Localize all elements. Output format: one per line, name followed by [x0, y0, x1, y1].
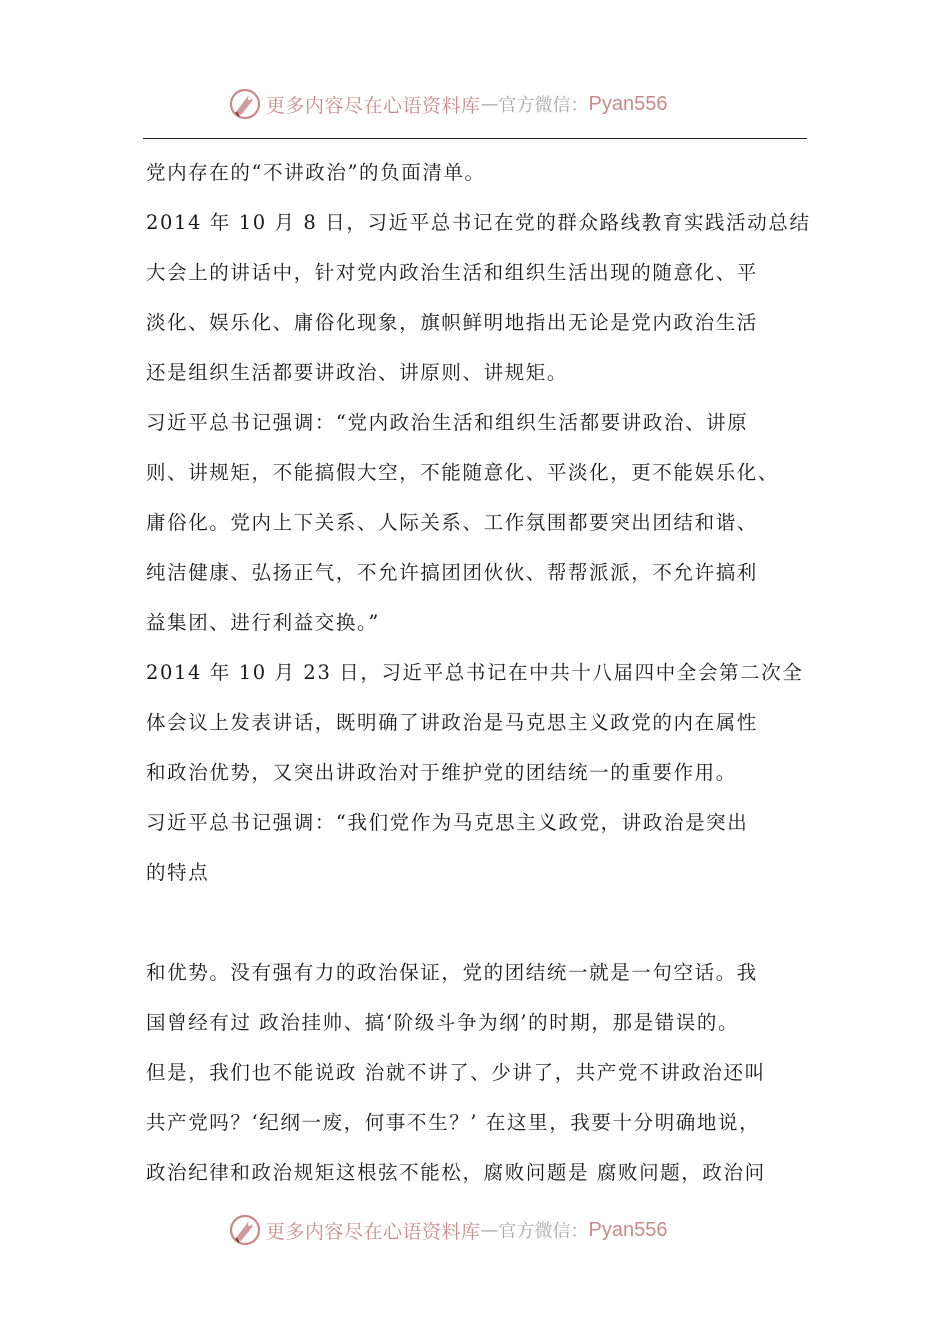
text-line: 的特点: [146, 861, 210, 884]
text-line: 益集团、进行利益交换。”: [146, 611, 380, 634]
footer-banner: [228, 1212, 667, 1248]
banner-text: 更多内容尽在心语资料库: [266, 1220, 481, 1243]
text-line: 习近平总书记强调：“党内政治生活和组织生活都要讲政治、讲原: [146, 411, 749, 434]
text-line: 2014 年 10 月 23 日，习近平总书记在中共十八届四中全会第二次全: [146, 661, 804, 684]
text-line: 党内存在的“不讲政治”的负面清单。: [146, 161, 486, 184]
banner-wechat-label: 官方微信：: [498, 95, 589, 116]
text-line: 共产党吗？‘纪纲一废，何事不生？’ 在这里，我要十分明确地说，: [146, 1111, 761, 1134]
text-line: 2014 年 10 月 8 日，习近平总书记在党的群众路线教育实践活动总结: [146, 211, 811, 234]
header-banner: [228, 86, 667, 122]
header-rule: [143, 138, 807, 139]
banner-separator: —: [480, 93, 499, 115]
text-line: 庸俗化。党内上下关系、人际关系、工作氛围都要突出团结和谐、: [146, 511, 758, 534]
text-line: 和优势。没有强有力的政治保证，党的团结统一就是一句空话。我: [146, 961, 758, 984]
text-line: 大会上的讲话中，针对党内政治生活和组织生活出现的随意化、平: [146, 261, 758, 284]
text-line: 国曾经有过 政治挂帅、搞‘阶级斗争为纲’的时期，那是错误的。: [146, 1011, 740, 1034]
text-line: 和政治优势，又突出讲政治对于维护党的团结统一的重要作用。: [146, 761, 737, 784]
banner-wechat-id: Pyan556: [588, 92, 668, 115]
banner-text: 更多内容尽在心语资料库: [266, 94, 481, 117]
pen-logo-icon: [228, 87, 262, 121]
text-line: 淡化、娱乐化、庸俗化现象，旗帜鲜明地指出无论是党内政治生活: [146, 311, 758, 334]
text-line: 但是，我们也不能说政 治就不讲了、少讲了，共产党不讲政治还叫: [146, 1061, 766, 1084]
text-line: 体会议上发表讲话，既明确了讲政治是马克思主义政党的内在属性: [146, 711, 758, 734]
text-line: 则、讲规矩，不能搞假大空，不能随意化、平淡化，更不能娱乐化、: [146, 461, 780, 484]
banner-wechat-label: 官方微信：: [498, 1221, 589, 1242]
body-text: [146, 150, 826, 1200]
page-break-gap: [146, 900, 826, 950]
pen-logo-icon: [228, 1213, 262, 1247]
text-line: 纯洁健康、弘扬正气，不允许搞团团伙伙、帮帮派派，不允许搞利: [146, 561, 758, 584]
banner-wechat-id: Pyan556: [588, 1218, 668, 1241]
text-line: 习近平总书记强调：“我们党作为马克思主义政党，讲政治是突出: [146, 811, 749, 834]
banner-separator: —: [480, 1219, 499, 1241]
text-line: 还是组织生活都要讲政治、讲原则、讲规矩。: [146, 361, 569, 384]
text-line: 政治纪律和政治规矩这根弦不能松，腐败问题是 腐败问题，政治问: [146, 1161, 766, 1184]
